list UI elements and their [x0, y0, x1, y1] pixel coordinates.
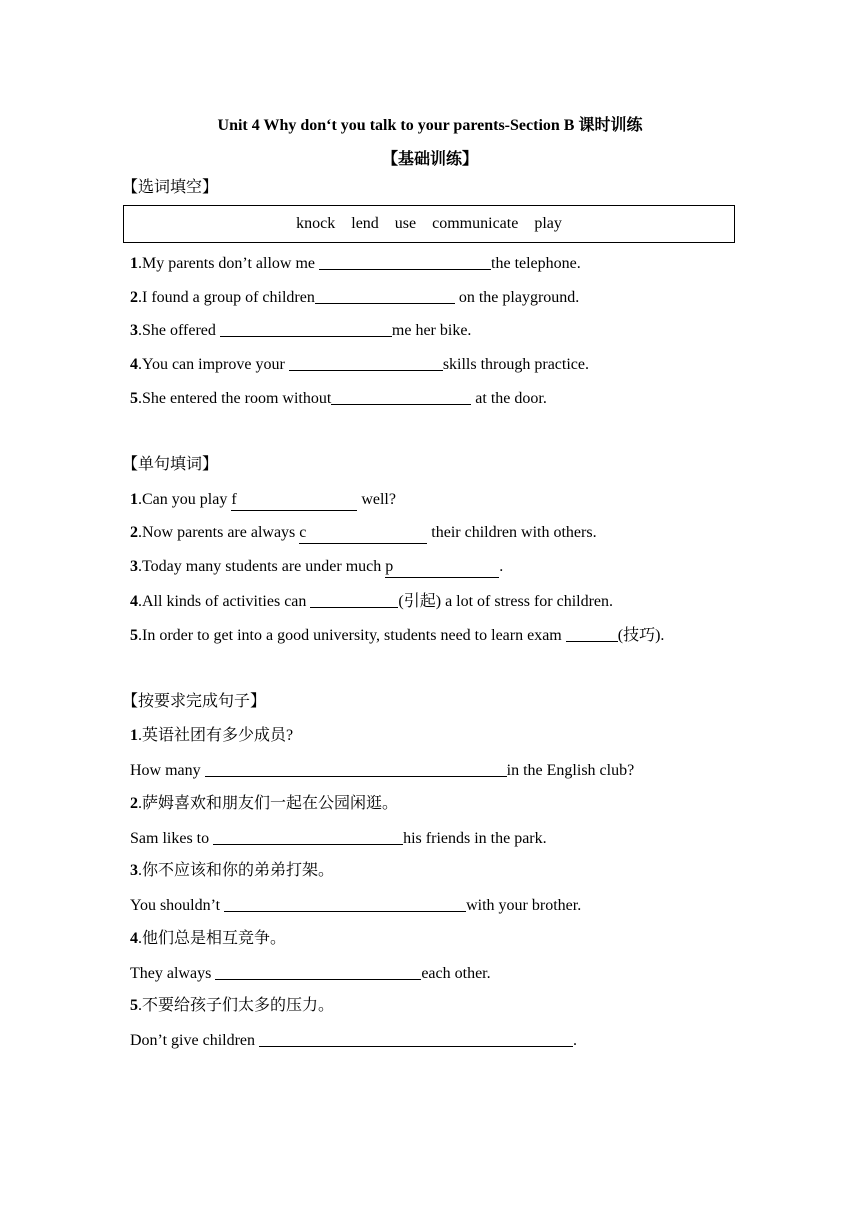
question-number: 2	[130, 289, 138, 306]
question-number: 1	[130, 727, 138, 744]
question-row	[130, 320, 471, 341]
question-number: 3	[130, 322, 138, 339]
answer-blank[interactable]	[224, 895, 466, 912]
question-number: 4	[130, 593, 138, 610]
question-row	[130, 895, 581, 916]
question-text: (引起) a lot of stress for children.	[398, 593, 614, 610]
question-text: each other.	[421, 965, 491, 982]
question-text: (技巧).	[617, 627, 665, 644]
word-bank-item: knock	[296, 215, 336, 232]
question-number: 1	[130, 491, 138, 508]
hint-letter: p	[385, 558, 394, 575]
section2-heading: 【单句填词】	[122, 456, 219, 473]
answer-blank[interactable]	[315, 287, 455, 304]
chinese-prompt	[130, 996, 334, 1016]
answer-blank[interactable]	[566, 625, 618, 642]
question-row	[130, 253, 581, 274]
question-text: .You can improve your	[138, 356, 289, 373]
question-text: .She offered	[138, 322, 220, 339]
question-text: skills through practice.	[442, 356, 589, 373]
question-text: me her bike.	[391, 322, 472, 339]
question-text: .不要给孩子们太多的压力。	[138, 997, 335, 1014]
question-text: .She entered the room without	[138, 390, 332, 407]
question-number: 2	[130, 524, 138, 541]
word-bank-item: communicate	[432, 215, 519, 232]
question-number: 5	[130, 997, 138, 1014]
chinese-prompt	[130, 929, 286, 949]
question-row	[130, 591, 613, 612]
question-number: 2	[130, 795, 138, 812]
answer-blank[interactable]	[310, 591, 398, 608]
question-number: 1	[130, 255, 138, 272]
question-text: well?	[357, 491, 396, 508]
answer-blank[interactable]	[289, 354, 443, 371]
hint-letter: f	[231, 491, 237, 508]
question-text: .In order to get into a good university, students need to learn exam	[138, 627, 566, 644]
question-number: 4	[130, 356, 138, 373]
question-text: the telephone.	[491, 255, 581, 272]
question-text: .你不应该和你的弟弟打架。	[138, 862, 335, 879]
question-text: You shouldn’t	[130, 897, 225, 914]
answer-blank[interactable]	[205, 760, 507, 777]
answer-blank[interactable]	[231, 490, 357, 511]
answer-blank[interactable]	[259, 1030, 573, 1047]
chinese-prompt	[130, 794, 398, 814]
question-number: 5	[130, 627, 138, 644]
word-bank-item: use	[394, 215, 417, 232]
answer-blank[interactable]	[220, 320, 392, 337]
question-text: Don’t give children	[130, 1032, 260, 1049]
question-text: .Today many students are under much	[138, 558, 386, 575]
question-text: their children with others.	[427, 524, 597, 541]
answer-blank[interactable]	[385, 557, 499, 578]
section1-heading: 【选词填空】	[122, 179, 219, 196]
question-row	[130, 625, 664, 646]
question-number: 3	[130, 558, 138, 575]
question-text: .My parents don’t allow me	[138, 255, 320, 272]
question-text: .Can you play	[138, 491, 232, 508]
question-row	[130, 490, 396, 511]
question-row	[130, 388, 547, 409]
question-text: on the playground.	[454, 289, 580, 306]
word-bank-item: play	[534, 215, 562, 232]
question-text: .	[499, 558, 504, 575]
answer-blank[interactable]	[331, 388, 471, 405]
question-row	[130, 287, 579, 308]
question-text: They always	[130, 965, 216, 982]
word-bank-box	[123, 205, 735, 243]
chinese-prompt	[130, 861, 334, 881]
answer-blank[interactable]	[213, 828, 403, 845]
question-text: .他们总是相互竞争。	[138, 930, 287, 947]
question-text: Sam likes to	[130, 830, 214, 847]
section3-heading: 【按要求完成句子】	[122, 693, 267, 710]
document-subtitle: 【基础训练】	[381, 151, 478, 168]
question-row	[130, 354, 589, 375]
question-text: .英语社团有多少成员?	[138, 727, 294, 744]
question-row	[130, 760, 634, 781]
word-bank-item: lend	[351, 215, 379, 232]
question-text: How many	[130, 762, 205, 779]
question-text: with your brother.	[466, 897, 582, 914]
question-number: 3	[130, 862, 138, 879]
question-text: at the door.	[471, 390, 547, 407]
question-text: his friends in the park.	[403, 830, 547, 847]
question-text: in the English club?	[506, 762, 635, 779]
question-text: .萨姆喜欢和朋友们一起在公园闲逛。	[138, 795, 399, 812]
question-text: .I found a group of children	[138, 289, 315, 306]
question-row	[130, 557, 503, 578]
question-text: .	[573, 1032, 578, 1049]
question-text: .Now parents are always	[138, 524, 300, 541]
question-text: .All kinds of activities can	[138, 593, 311, 610]
question-row	[130, 1030, 577, 1051]
question-number: 5	[130, 390, 138, 407]
hint-letter: c	[299, 524, 307, 541]
answer-blank[interactable]	[215, 963, 421, 980]
chinese-prompt	[130, 726, 293, 746]
document-title: Unit 4 Why don‘t you talk to your parents-Section B 课时训练	[217, 117, 643, 134]
answer-blank[interactable]	[319, 253, 491, 270]
question-number: 4	[130, 930, 138, 947]
question-row	[130, 963, 491, 984]
answer-blank[interactable]	[299, 523, 427, 544]
question-row	[130, 828, 547, 849]
question-row	[130, 523, 597, 544]
